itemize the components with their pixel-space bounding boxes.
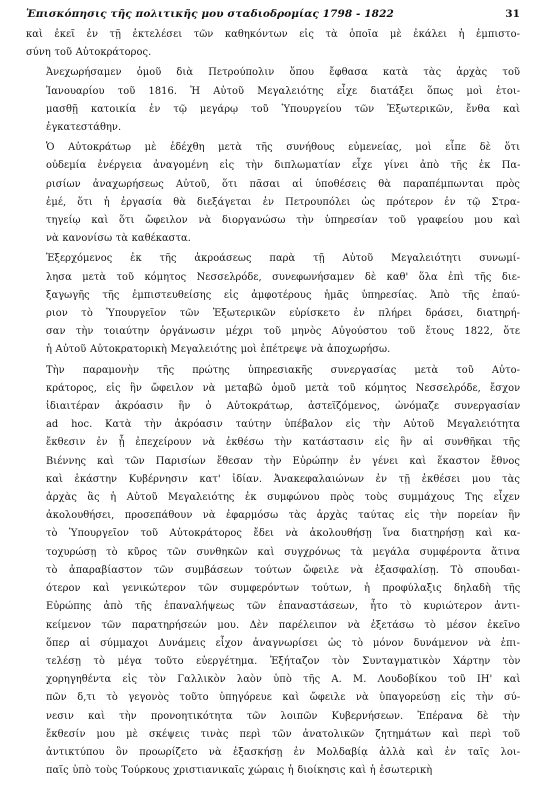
paragraph (26, 362, 520, 781)
text-line: νεσιν καὶ τὴν προνοητικότητα τῶν λοιπῶν Κυβερνήσεων. Ἐπέρανα δὲ τὴν (46, 710, 521, 722)
text-line: Τὴν παραμονὴν τῆς πρώτης ὑπηρεσιακῆς συνεργασίας μετὰ τοῦ Αὐτο- (46, 364, 520, 376)
text-line: Εὐρώπης ἀπὸ τῆς ἐπαναλήψεως τῶν ἐπαναστάσεων, ἦτο τὸ κυριώτερον ἀντι- (46, 601, 520, 613)
text-line: ότερον καὶ γενικώτερον τῶν συμφερόντων τούτων, ἡ προφύλαξις δηλαδὴ τῆς (46, 583, 521, 595)
text-line: μασθῇ κατοικία ἐν τῷ μεγάρῳ τοῦ Ὑπουργείου τῶν Ἐξωτερικῶν, ἔνθα καὶ (46, 103, 520, 115)
running-head (26, 8, 520, 20)
text-line: κείμενον τῶν παρατηρήσεών μου. Δὲν παρέλειπον νὰ ἐξετάσω τὸ μέσον ἐκεῖνο (46, 619, 520, 631)
paragraph (26, 64, 520, 137)
text-line: ἀντικτύπου ὃν προωρίζετο νὰ ἐξασκήσῃ ἐν Μολδαβίᾳ ἀλλὰ καὶ ἐν ταῖς λοι- (46, 746, 521, 758)
text-line: ρισίων ἀναχωρήσεως Αὐτοῦ, ὅτι πᾶσαι αἱ ὑποθέσεις θὰ παραπέμπωνται πρὸς (46, 178, 520, 190)
text-line: Ὁ Αὐτοκράτωρ μὲ ἐδέχθη μετὰ τῆς συνήθους εὐμενείας, μοὶ εἶπε δὲ ὅτι (46, 142, 520, 154)
text-line: ἀρχὰς ἃς ἡ Αὐτοῦ Μεγαλειότης ἐκ συμφώνου πρὸς τοὺς συμμάχους Της εἶχεν (46, 492, 520, 504)
text-line: Ἰανουαρίου τοῦ 1816. Ἡ Αὐτοῦ Μεγαλειότης εἶχε διατάξει ὅπως μοὶ ἑτοι- (46, 85, 521, 97)
text-line: ἰδιαιτέραν ἀκρόασιν ἣν ὁ Αὐτοκράτωρ, ἀστεϊζόμενος, ὠνόμαζε συνεργασίαν (46, 401, 521, 413)
paragraph (26, 26, 520, 62)
text-line: σαν τὴν τοιαύτην ὀργάνωσιν μέχρι τοῦ μηνὸς Αὐγούστου τοῦ ἔτους 1822, ὅτε (46, 326, 520, 338)
running-head-title: Ἐπισκόπησις τῆς πολιτικῆς μου σταδιοδρομίας 1798 - 1822 (26, 8, 394, 20)
book-page (26, 8, 520, 782)
text-line: ad hoc. Κατὰ τὴν ἀκρόασιν ταύτην ὑπέβαλον εἰς τὴν Αὐτοῦ Μεγαλειότητα (46, 419, 521, 431)
paragraph (26, 139, 520, 248)
text-line: ἐμέ, ὅτι ἡ ἐργασία θὰ διεξάγεται ἐν Πετρουπόλει ὡς πρότερον ἐν τῷ Στρα- (46, 196, 520, 208)
text-line: Ἀνεχωρήσαμεν ὁμοῦ διὰ Πετρούπολιν ὅπου ἔφθασα κατὰ τὰς ἀρχὰς τοῦ (46, 67, 520, 79)
text-line: πῶν δ,τι τὸ γεγονὸς τοῦτο ὑπηγόρευε καὶ ὤφειλε νὰ ὑπαγορεύσῃ εἰς τὴν σύ- (46, 692, 521, 704)
text-line: λησα μετὰ τοῦ κόμητος Νεσσελρόδε, συνεφωνήσαμεν δὲ καθ' ὅλα ἐπὶ τῆς διε- (46, 271, 521, 283)
text-line: ριον τὸ Ὑπουργεῖον τῶν Ἐξωτερικῶν εὑρίσκετο ἐν πλήρει δράσει, διατηρή- (46, 308, 520, 320)
text-line: τηγείῳ καὶ ὅτι ὤφειλον νὰ διοργανώσω τὴν ὑπηρεσίαν τοῦ γραφείου μου καὶ (46, 215, 521, 227)
text-line: σύνη τοῦ Αὐτοκράτορος. (26, 47, 152, 59)
text-line: ἔκθεσίν μου μὲ σκέψεις τινὰς περὶ τῶν ἀνατολικῶν ζητημάτων καὶ περὶ τοῦ (46, 728, 521, 740)
text-line: καὶ ἐκεῖ ἐν τῇ ἐκτελέσει τῶν καθηκόντων εἰς τὰ ὁποῖα μὲ ἐκάλει ἡ ἐμπιστο- (26, 29, 520, 40)
text-line: τελέσῃ τὸ μέγα τοῦτο εὐεργέτημα. Ἐξήταζον τὸν Συνταγματικὸν Χάρτην τὸν (46, 655, 521, 667)
text-line: ἐγκατεστάθην. (46, 122, 122, 134)
paragraph (26, 250, 520, 359)
page-number: 31 (505, 8, 520, 20)
text-line: ξαγωγῆς τῆς ἐμπιστευθείσης εἰς ἀμφοτέρους ἡμᾶς ὑπηρεσίας. Ἀπὸ τῆς ἐπαύ- (46, 289, 520, 301)
text-line: τοχυρώσῃ τὸ κῦρος τῶν συνθηκῶν καὶ συγχρόνως τὰ μεγάλα συμφέροντα ἅτινα (46, 546, 520, 558)
text-line: παῖς ὑπὸ τοὺς Τούρκους χριστιανικαῖς χώραις ἡ διοίκησις καὶ ἡ ἐσωτερικὴ (46, 765, 433, 777)
text-line: τὸ Ὑπουργεῖον τοῦ Αὐτοκράτορος ἔδει νὰ ἀκολουθήσῃ ἵνα διατηρήσῃ καὶ κα- (46, 528, 521, 540)
text-line: χορηγηθέντα εἰς τὸν Γαλλικὸν λαὸν ὑπὸ τῆς Α. Μ. Λουδοβίκου τοῦ ΙΗ' καὶ (46, 674, 521, 686)
text-line: ἀκολουθήσει, προσεπάθουν νὰ ἐφαρμόσω τὰς ἀρχὰς ταύτας εἰς τὴν πορείαν ἣν (46, 510, 521, 522)
text-line: οὐδεμία ἐνέργεια ἀναγομένη εἰς τὴν διπλωματίαν εἶχε γίνει ἀπὸ τῆς ἐκ Πα- (46, 160, 521, 172)
text-line: νὰ κανονίσω τὰ καθέκαστα. (46, 233, 191, 245)
text-line: Βιέννης καὶ τῶν Παρισίων ἔθεσαν τὴν Εὐρώπην ἐν γένει καὶ ἕκαστον ἔθνος (46, 455, 520, 467)
text-line: τὸ ἀπαραβίαστον τῶν συμβάσεων τούτων ὤφειλε νὰ ἐξασφαλίσῃ. Τὸ σπουδαι- (46, 564, 520, 576)
text-line: Ἐξερχόμενος ἐκ τῆς ἀκροάσεως παρὰ τῇ Αὐτοῦ Μεγαλειότητι συνωμί- (46, 253, 520, 265)
text-line: κράτορος, εἰς ἣν ὤφειλον νὰ μεταβῶ ὁμοῦ μετὰ τοῦ κόμητος Νεσσελρόδε, ἔσχον (46, 382, 521, 394)
body-text (26, 26, 520, 780)
text-line: ἡ Αὐτοῦ Αὐτοκρατορικὴ Μεγαλειότης μοὶ ἐπέτρεψε νὰ ἀποχωρήσω. (46, 344, 391, 356)
text-line: ἔκθεσιν ἐν ᾗ ἐπεχείρουν νὰ ἐκθέσω τὴν κατάστασιν εἰς ἣν αἱ συνθῆκαι τῆς (46, 437, 521, 449)
text-line: καὶ ἑκάστην Κυβέρνησιν κατ' ἰδίαν. Ἀνακεφαλαιώνων ἐν τῇ ἐκθέσει μου τὰς (46, 473, 520, 485)
text-line: ὅπερ αἱ σύμμαχοι Δυνάμεις εἶχον ἀναγνωρίσει ὡς τὸ μόνον δυνάμενον νὰ ἐπι- (46, 637, 520, 649)
